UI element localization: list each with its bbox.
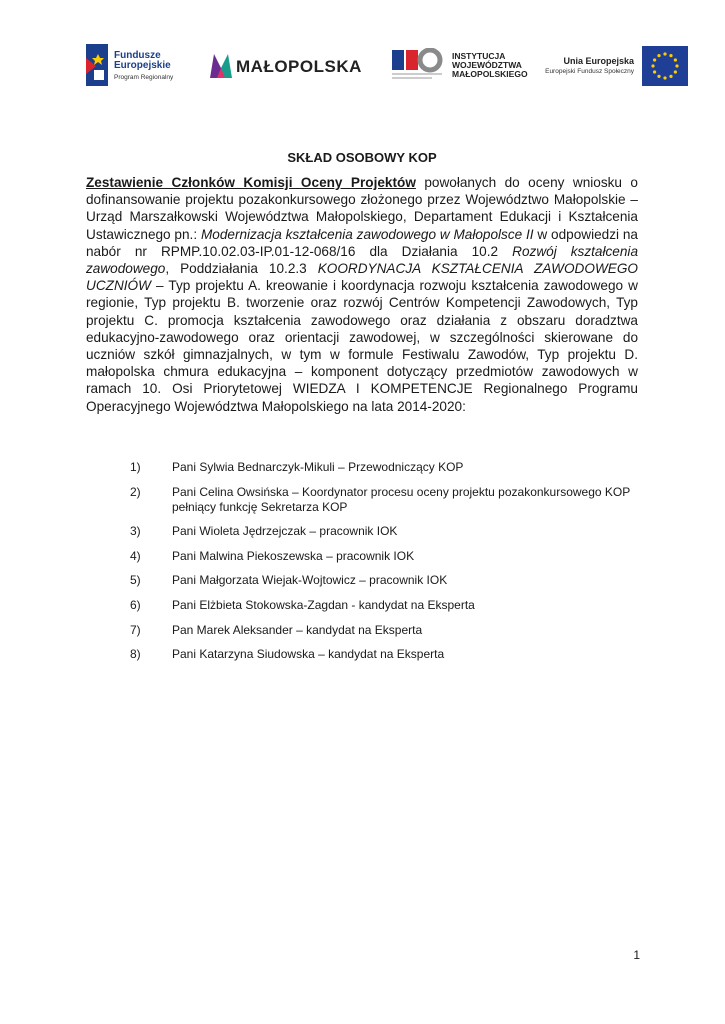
list-item-number: 2)	[130, 484, 141, 499]
intro-text-4: – Typ projektu A. kreowanie i koordynacja rozwoju kształcenia zawodowego w regionie, Typ projektu B. tworzenie oraz rozwój Centrów Kompetencji Zawodowych, Typ projektu C. promocja kształcenia zawodowego oraz działania z obszaru doradztwa edukacyjno-zawodowego oraz orientacji zawodowej, w szczególności skierowane do uczniów szkół gimnazjalnych, w tym w formule Festiwalu Zawodów, Typ projektu D. małopolska chmura edukacyjna – komponent dotyczący przedmiotów zawodowych w ramach 10. Osi Priorytetowej WIEDZA I KOMPETENCJE Regionalnego Programu Operacyjnego Województwa Małopolskiego na lata 2014-2020:	[86, 278, 638, 414]
list-item-number: 7)	[130, 622, 141, 637]
eu-star	[674, 58, 677, 61]
iwm-line-1: INSTYTUCJA	[452, 51, 506, 61]
list-item	[130, 549, 650, 564]
fundusze-europejskie-emblem-icon	[86, 44, 108, 86]
list-item-number: 8)	[130, 647, 141, 662]
action-name: Rozwój kształcenia zawodowego	[86, 243, 639, 277]
eu-star	[663, 76, 666, 79]
ue-text	[540, 56, 634, 75]
eu-star	[669, 75, 672, 78]
list-item	[130, 598, 650, 613]
eu-star	[674, 70, 677, 73]
mcp-emblem-icon	[392, 48, 444, 82]
malopolska-logo	[208, 42, 368, 88]
list-item-number: 3)	[130, 524, 141, 539]
fe-name-line-1: Fundusze	[114, 50, 161, 61]
eu-star	[651, 64, 654, 67]
subaction-name: KOORDYNACJA KSZTAŁCENIA ZAWODOWEGO UCZNIÓW	[86, 261, 638, 294]
eu-star	[657, 75, 660, 78]
intro-paragraph	[86, 174, 638, 415]
iwm-line-3: MAŁOPOLSKIEGO	[452, 69, 528, 79]
eu-star	[675, 64, 678, 67]
intro-text-2: w odpowiedzi na nabór nr RPMP.10.02.03-IP.01-12-068/16 dla Działania 10.2	[86, 226, 638, 259]
fe-name-line-2: Europejskie	[114, 60, 171, 71]
intro-text-3: , Poddziałania 10.2.3	[165, 261, 318, 277]
list-item	[130, 623, 650, 638]
list-item	[130, 485, 650, 515]
eu-star	[657, 54, 660, 57]
list-item	[130, 573, 650, 588]
fe-subtitle: Program Regionalny	[114, 74, 174, 81]
malopolska-m-icon	[210, 54, 232, 78]
ue-subtitle: Europejski Fundusz Społeczny	[545, 68, 634, 75]
list-item	[130, 647, 650, 662]
eu-flag-icon	[642, 46, 688, 86]
eu-star	[663, 52, 666, 55]
list-item-number: 6)	[130, 597, 141, 612]
list-item	[130, 524, 650, 539]
list-item-number: 5)	[130, 573, 141, 588]
document-title: SKŁAD OSOBOWY KOP	[287, 150, 437, 165]
list-item-number: 4)	[130, 548, 141, 563]
malopolska-text: MAŁOPOLSKA	[236, 57, 362, 76]
project-name: Modernizacja kształcenia zawodowego w Małopolsce II	[200, 226, 534, 242]
list-item-text: Pani Celina Owsińska – Koordynator procesu oceny projektu pozakonkursowego KOP pełniący funkcję Sekretarza KOP	[172, 484, 631, 514]
list-item-text: Pani Małgorzata Wiejak-Wojtowicz – pracownik IOK	[172, 573, 448, 588]
fundusze-europejskie-text	[114, 51, 173, 83]
eu-star	[669, 54, 672, 57]
iwm-text	[452, 52, 528, 79]
list-item-number: 1)	[130, 460, 141, 474]
intro-lead: Zestawienie Członków Komisji Oceny Projektów	[86, 175, 416, 190]
iwm-line-2: WOJEWÓDZTWA	[452, 60, 522, 70]
list-item-text: Pani Elżbieta Stokowska-Zagdan - kandydat na Eksperta	[172, 597, 475, 612]
unia-europejska-logo	[540, 42, 690, 88]
list-item-text: Pani Wioleta Jędrzejczak – pracownik IOK	[172, 524, 398, 539]
members-list	[130, 460, 650, 672]
list-item-text: Pani Sylwia Bednarczyk-Mikuli – Przewodniczący KOP	[172, 460, 464, 474]
list-item-text: Pani Malwina Piekoszewska – pracownik IOK	[172, 548, 415, 563]
logo-header	[84, 42, 690, 88]
intro-text-1: powołanych do oceny wniosku o dofinansowanie projektu pozakonkursowego złożonego przez Województwo Małopolskie – Urząd Marszałkowski Województwa Małopolskiego, Departament Edukacji i Kształcenia Ustawicznego pn.:	[86, 175, 638, 242]
page-number: 1	[633, 948, 640, 962]
list-item-text: Pani Katarzyna Siudowska – kandydat na Eksperta	[172, 647, 445, 662]
instytucja-wojewodztwa-logo	[392, 42, 542, 88]
fundusze-europejskie-logo	[84, 42, 194, 88]
list-item	[130, 460, 650, 475]
eu-star	[653, 58, 656, 61]
ue-name: Unia Europejska	[563, 56, 634, 66]
eu-star	[653, 70, 656, 73]
list-item-text: Pan Marek Aleksander – kandydat na Eksperta	[172, 622, 423, 637]
